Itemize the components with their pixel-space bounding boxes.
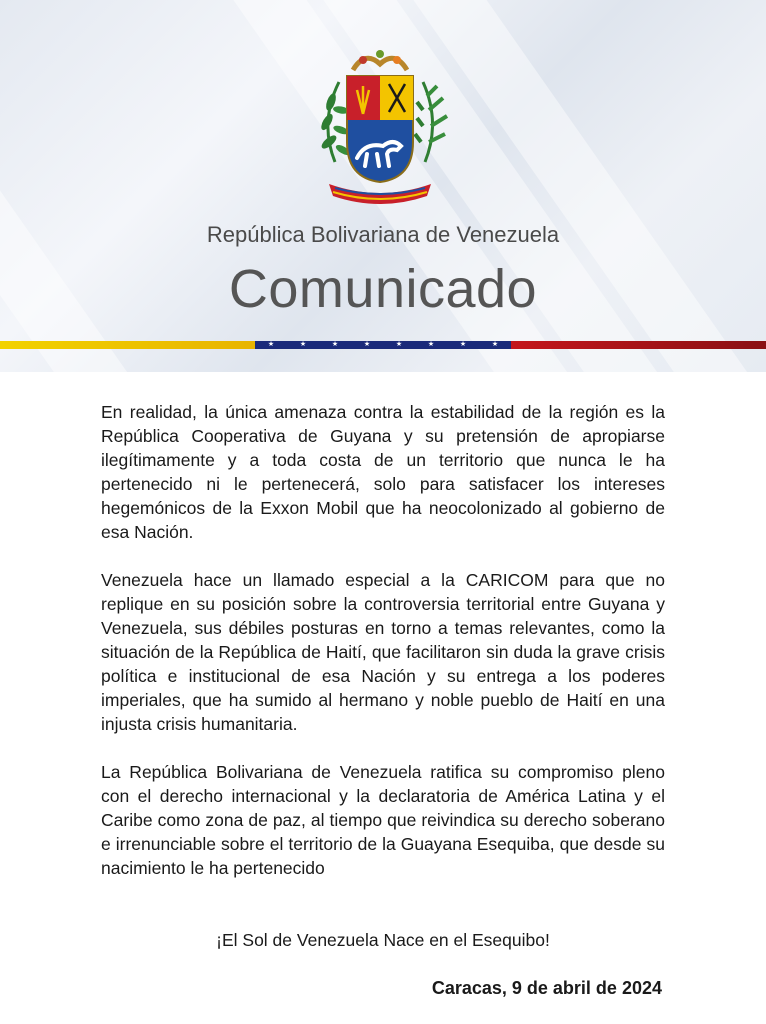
letterhead-subtitle: República Bolivariana de Venezuela (206, 222, 560, 247)
star-icon: ★ (395, 341, 403, 348)
paragraph: La República Bolivariana de Venezuela ratifica su compromiso pleno con el derecho internacional y la declaratoria de América Latina y el Caribe como zona de paz, al tiempo que reivindica su derecho soberano e irrenunciable sobre el territorio de la Guayana Esequiba, que desde su nacimiento le ha pertenecido (101, 762, 665, 878)
paragraph: Venezuela hace un llamado especial a la CARICOM para que no replique en su posición sobre la controversia territorial entre Guyana y Venezuela, sus débiles posturas en torno a temas relevantes, como la situación de la República de Haití, que facilitaron sin duda la grave crisis política e institucional de esa Nación y su entrega a los poderes imperiales, que ha sumido al hermano y noble pueblo de Haití en una injusta crisis humanitaria. (101, 570, 665, 734)
star-icon: ★ (299, 341, 307, 348)
star-icon: ★ (491, 341, 499, 348)
dateline: Caracas, 9 de abril de 2024 (431, 978, 662, 998)
communique-body (101, 400, 665, 904)
star-icon: ★ (363, 341, 371, 348)
letterhead (0, 0, 766, 372)
flag-stripe-blue (255, 341, 511, 349)
page-title: Comunicado (228, 259, 538, 319)
flag-bar (0, 341, 766, 349)
star-icon: ★ (459, 341, 467, 348)
coat-of-arms-icon (305, 42, 455, 212)
flag-stripe-red (511, 341, 766, 349)
star-icon: ★ (331, 341, 339, 348)
slogan: ¡El Sol de Venezuela Nace en el Esequibo! (216, 930, 550, 950)
paragraph: En realidad, la única amenaza contra la estabilidad de la región es la República Cooperativa de Guyana y su pretensión de apropiarse ilegítimamente y a toda costa de un territorio que nunca le ha pertenecido ni le pertenecerá, solo para satisfacer los intereses hegemónicos de la Exxon Mobil que ha neocolonizado al gobierno de esa Nación. (101, 402, 665, 542)
star-icon: ★ (427, 341, 435, 348)
flag-stars (255, 341, 511, 349)
star-icon: ★ (267, 341, 275, 348)
flag-stripe-yellow (0, 341, 255, 349)
